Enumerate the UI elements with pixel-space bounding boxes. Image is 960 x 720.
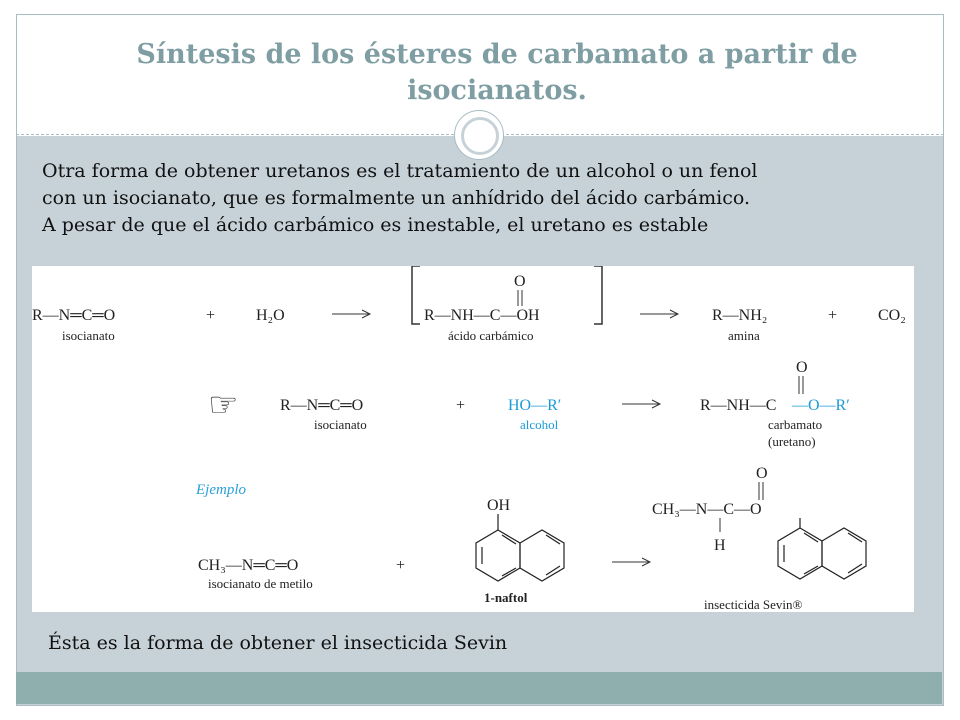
sevin-label: insecticida Sevin®: [704, 597, 803, 612]
double-bond: [759, 482, 763, 500]
methyl-isocyanate-formula: CH₃—N═C═O: [198, 557, 299, 574]
sevin-formula: CH₃—N—C—O: [652, 501, 762, 518]
reaction-arrow: [622, 400, 660, 408]
carbamate-formula-right: —O—R′: [792, 397, 850, 414]
pointing-hand-icon: ☞: [208, 385, 239, 425]
carbonyl-oxygen: O: [756, 465, 768, 482]
isocyanate-label: isocianato: [314, 417, 367, 432]
plus-sign: +: [456, 397, 466, 414]
carbamic-acid-formula: R—NH—C—OH: [424, 307, 540, 324]
naphthol-structure: [476, 514, 564, 581]
circle-ornament-icon: [454, 110, 504, 160]
urethane-label: (uretano): [768, 434, 816, 449]
body-line: Otra forma de obtener uretanos es el tratamiento de un alcohol o un fenol: [42, 160, 758, 182]
reaction-arrow: [640, 310, 678, 318]
reaction-arrow: [332, 310, 370, 318]
body-text: [42, 158, 922, 239]
alcohol-formula: HO—R′: [508, 397, 562, 414]
plus-sign: +: [206, 307, 216, 324]
amine-formula: R—NH₂: [712, 307, 768, 324]
double-bond: [799, 376, 803, 394]
reaction-scheme: [32, 266, 914, 612]
slide-caption: Ésta es la forma de obtener el insecticida Sevin: [48, 632, 508, 654]
reaction-figure: [32, 266, 914, 612]
naphthol-label: 1-naftol: [484, 590, 528, 605]
hydroxyl-group: OH: [487, 497, 511, 514]
alcohol-label: alcohol: [520, 417, 559, 432]
amine-label: amina: [728, 328, 760, 343]
water-formula: H₂O: [256, 307, 285, 324]
carbamic-acid-label: ácido carbámico: [448, 328, 534, 343]
amide-hydrogen: H: [714, 537, 726, 554]
footer-bar: [16, 672, 942, 704]
carbamate-label: carbamato: [768, 417, 823, 432]
sevin-naphthyl-structure: [778, 518, 866, 579]
co2-formula: CO₂: [878, 307, 906, 324]
carbonyl-oxygen: O: [514, 273, 526, 290]
example-heading: Ejemplo: [196, 482, 246, 498]
bracket-left: [412, 266, 420, 324]
isocyanate-label: isocianato: [62, 328, 115, 343]
methyl-isocyanate-label: isocianato de metilo: [208, 576, 313, 591]
isocyanate-formula: R—N═C═O: [280, 397, 364, 414]
plus-sign: +: [828, 307, 838, 324]
bracket-right: [594, 266, 602, 324]
double-bond: [518, 290, 522, 306]
carbonyl-oxygen: O: [796, 359, 808, 376]
plus-sign: +: [396, 557, 406, 574]
isocyanate-formula: R—N═C═O: [32, 307, 116, 324]
slide-title: Síntesis de los ésteres de carbamato a partir de isocianatos.: [136, 39, 858, 106]
body-line: con un isocianato, que es formalmente un anhídrido del ácido carbámico.: [42, 187, 750, 209]
carbamate-formula-left: R—NH—C: [700, 397, 777, 414]
body-line: A pesar de que el ácido carbámico es inestable, el uretano es estable: [42, 214, 709, 236]
reaction-arrow: [612, 558, 650, 566]
